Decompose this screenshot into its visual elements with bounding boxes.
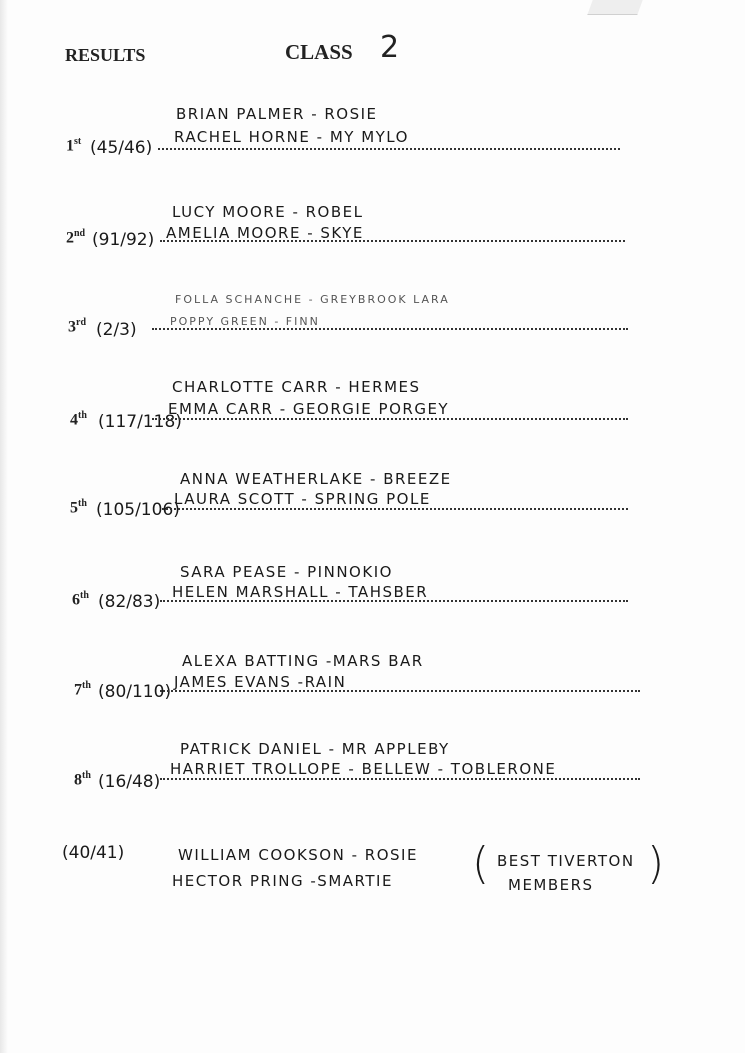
placing-7: 7th <box>74 680 91 699</box>
dotted-line-7 <box>160 690 640 692</box>
dotted-line-1 <box>158 148 620 150</box>
placing-2: 2nd <box>66 228 86 247</box>
rider-horse-3a: FOLLA SCHANCHE - GREYBROOK LARA <box>175 293 450 306</box>
entry-numbers-7: (80/110) <box>98 682 172 702</box>
rider-horse-2b: AMELIA MOORE - SKYE <box>166 224 364 242</box>
dotted-line-4 <box>152 418 628 420</box>
entry-numbers-3: (2/3) <box>96 320 137 340</box>
note-open-paren: ( <box>472 838 490 889</box>
note-close-paren: ) <box>647 838 665 889</box>
class-number: 2 <box>380 30 400 65</box>
placing-3: 3rd <box>68 317 86 336</box>
dotted-line-8 <box>160 778 640 780</box>
rider-horse-6b: HELEN MARSHALL - TAHSBER <box>172 583 429 601</box>
placing-5: 5th <box>70 498 87 517</box>
rider-horse-7a: ALEXA BATTING -MARS BAR <box>182 652 424 670</box>
entry-numbers-8: (16/48) <box>98 772 161 792</box>
entry-numbers-6: (82/83) <box>98 592 161 612</box>
placing-8: 8th <box>74 770 91 789</box>
rider-horse-4b: EMMA CARR - GEORGIE PORGEY <box>168 400 450 418</box>
placing-6: 6th <box>72 590 89 609</box>
scan-edge-shadow <box>0 0 8 1053</box>
dotted-line-6 <box>160 600 628 602</box>
best-tiverton-note-line1: BEST TIVERTON <box>497 852 635 870</box>
rider-horse-1a: BRIAN PALMER - ROSIE <box>176 105 378 123</box>
dotted-line-3 <box>152 328 628 330</box>
rider-horse-8b: HARRIET TROLLOPE - BELLEW - TOBLERONE <box>170 760 557 778</box>
paper-fold-mark <box>587 0 642 15</box>
rider-horse-3b: POPPY GREEN - FINN <box>170 315 320 328</box>
class-heading: CLASS <box>285 40 353 64</box>
results-heading: RESULTS <box>65 45 146 65</box>
rider-horse-extra-a: WILLIAM COOKSON - ROSIE <box>178 846 418 864</box>
rider-horse-7b: JAMES EVANS -RAIN <box>174 673 347 691</box>
best-tiverton-note-line2: MEMBERS <box>508 876 594 894</box>
dotted-line-5 <box>162 508 628 510</box>
rider-horse-6a: SARA PEASE - PINNOKIO <box>180 563 393 581</box>
dotted-line-2 <box>160 240 625 242</box>
entry-numbers-5: (105/106) <box>96 500 180 520</box>
placing-4: 4th <box>70 410 87 429</box>
rider-horse-1b: RACHEL HORNE - MY MYLO <box>174 128 409 146</box>
rider-horse-extra-b: HECTOR PRING -SMARTIE <box>172 872 393 890</box>
entry-numbers-1: (45/46) <box>90 138 153 158</box>
entry-numbers-4: (117/118) <box>98 412 182 432</box>
placing-1: 1st <box>66 136 82 155</box>
entry-numbers-2: (91/92) <box>92 230 155 250</box>
rider-horse-2a: LUCY MOORE - ROBEL <box>172 203 364 221</box>
entry-numbers-extra: (40/41) <box>62 843 125 863</box>
rider-horse-5b: LAURA SCOTT - SPRING POLE <box>174 490 431 508</box>
rider-horse-4a: CHARLOTTE CARR - HERMES <box>172 378 421 396</box>
rider-horse-8a: PATRICK DANIEL - MR APPLEBY <box>180 740 450 758</box>
rider-horse-5a: ANNA WEATHERLAKE - BREEZE <box>180 470 452 488</box>
